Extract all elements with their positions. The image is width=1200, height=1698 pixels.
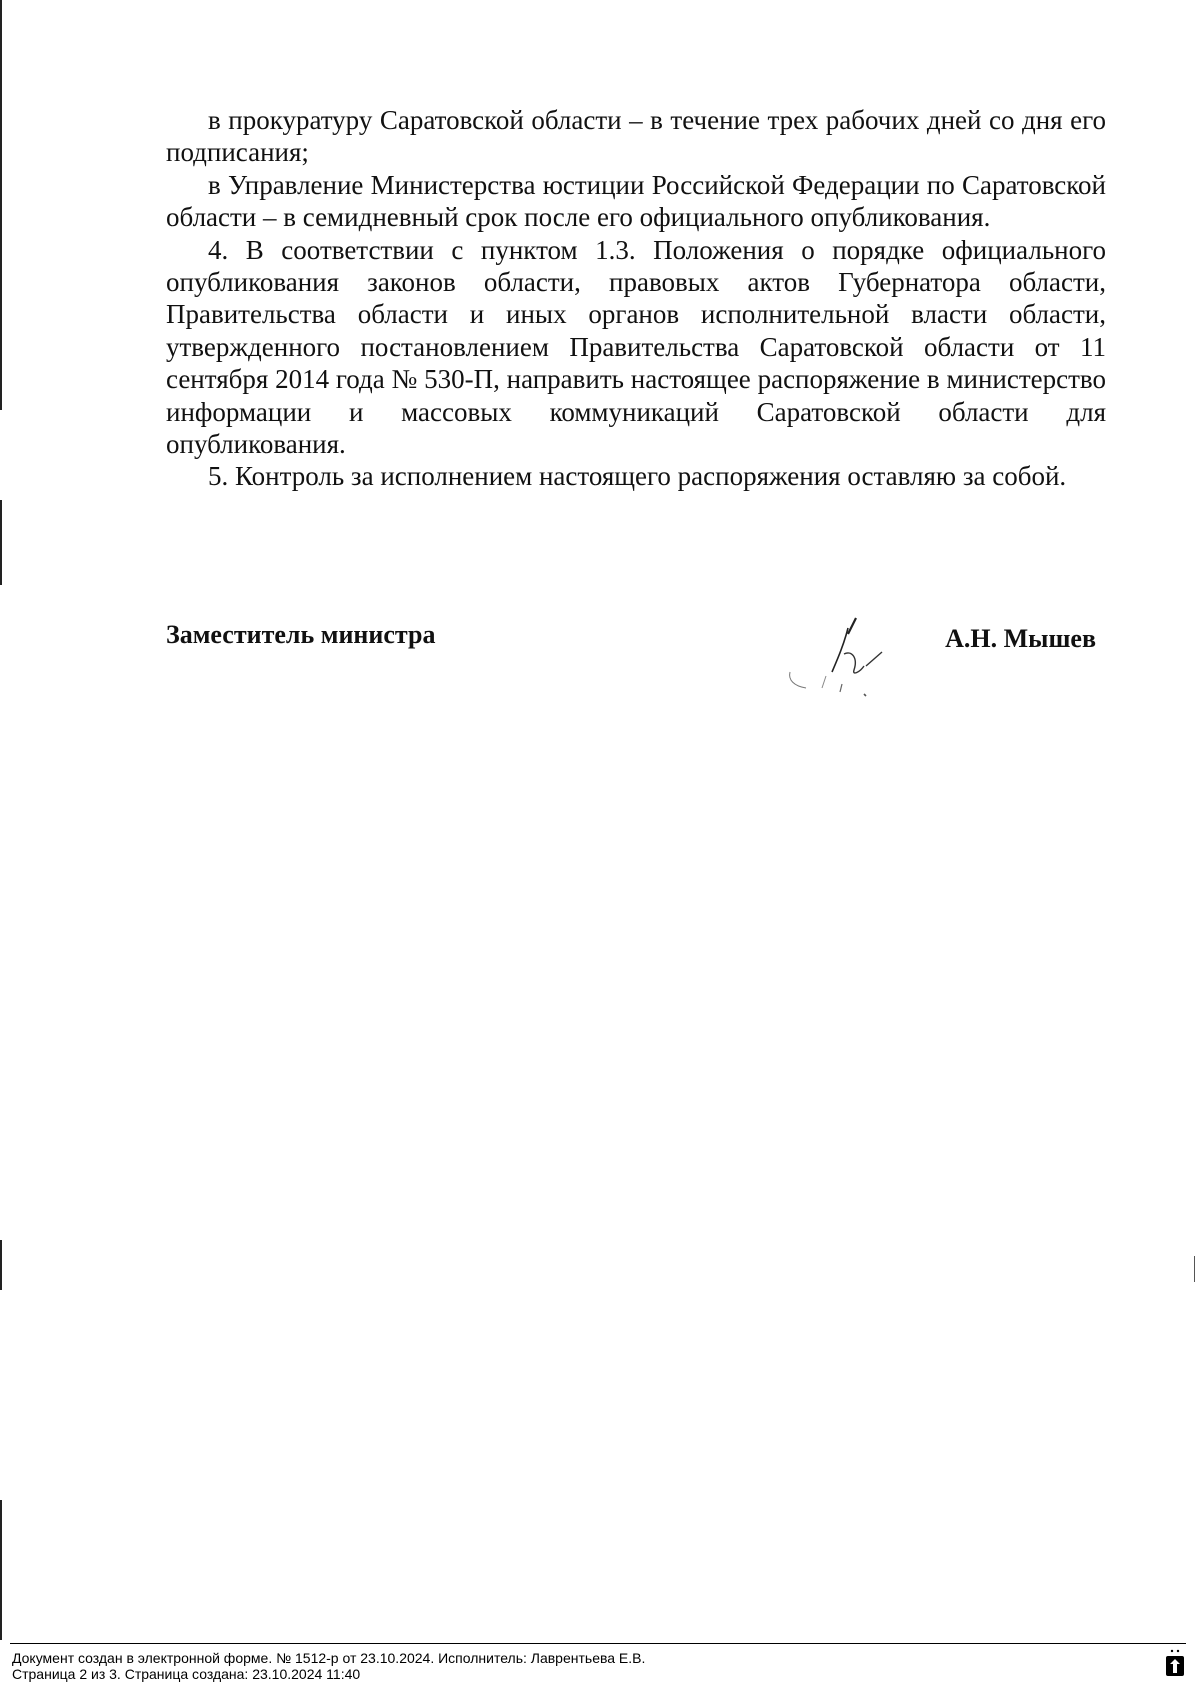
signer-title: Заместитель министра (166, 620, 436, 649)
signer-name: А.Н. Мышев (945, 624, 1096, 653)
paragraph-justice-ministry: в Управление Министерства юстиции Российской Федерации по Саратовской области – в семидневный срок после его официального опубликования. (166, 169, 1106, 233)
document-body (166, 104, 1106, 493)
handwritten-signature (786, 614, 926, 714)
footer-page-info: Страница 2 из 3. Страница создана: 23.10.2024 11:40 (12, 1666, 361, 1682)
scan-left-edge (0, 0, 2, 1698)
paragraph-control: 5. Контроль за исполнением настоящего распоряжения оставляю за собой. (208, 461, 1067, 492)
document-footer (12, 1650, 1112, 1682)
footer-divider (10, 1643, 1186, 1644)
footer-document-info: Документ создан в электронной форме. № 1512-р от 23.10.2024. Исполнитель: Лаврентьева Е.В. (12, 1650, 646, 1666)
coat-of-arms-logo-icon (1164, 1648, 1186, 1678)
scan-artifact-mark (1194, 1256, 1195, 1282)
paragraph-prosecutor: в прокуратуру Саратовской области – в течение трех рабочих дней со дня его подписания; (166, 105, 1106, 168)
paragraph-publication: 4. В соответствии с пунктом 1.3. Положения о порядке официального опубликования законов области, правовых актов Губернатора области, Правительства области и иных органов исполнительной власти области, утвержденного постановлением Правительства Саратовской области от 11 сентября 2014 года № 530-П, направить настоящее распоряжение в министерство информации и массовых коммуникаций Саратовской области для опубликования. (166, 234, 1106, 460)
signature-block (166, 620, 1096, 720)
